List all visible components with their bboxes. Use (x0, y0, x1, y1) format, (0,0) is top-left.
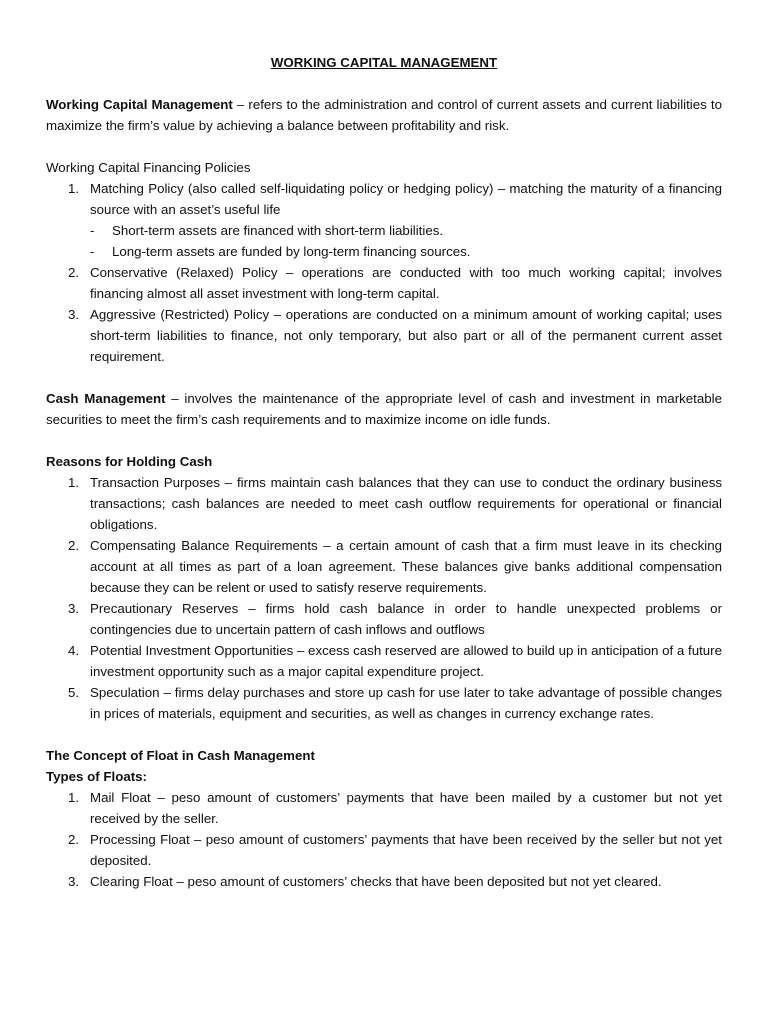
list-number: 1. (68, 181, 80, 196)
reason-item (46, 535, 722, 598)
reason-item (46, 598, 722, 640)
list-number: 3. (68, 874, 80, 889)
cash-text: – involves the maintenance of the appropriate level of cash and investment in marketable securities to meet the firm’s cash requirements and to maximize income on idle funds. (46, 391, 722, 427)
spacer (46, 724, 722, 745)
list-number: 2. (68, 265, 80, 280)
reason-item (46, 640, 722, 682)
sub-item (90, 220, 722, 241)
float-heading: The Concept of Float in Cash Management (46, 748, 315, 763)
spacer (46, 430, 722, 451)
policies-list (46, 178, 722, 367)
policy-item (46, 178, 722, 262)
policy-sub-list (90, 220, 722, 262)
reason-text: Precautionary Reserves – firms hold cash balance in order to handle unexpected problems or contingencies due to uncertain pattern of cash inflows and outflows (90, 601, 722, 637)
policy-text: Conservative (Relaxed) Policy – operations are conducted with too much working capital; involves financing almost all asset investment with long-term capital. (90, 265, 722, 301)
policy-text: Aggressive (Restricted) Policy – operations are conducted on a minimum amount of working capital; uses short-term liabilities to finance, not only temporary, but also part or all of the permanent current asset requirement. (90, 307, 722, 364)
list-number: 4. (68, 643, 80, 658)
dash-marker: - (90, 244, 95, 259)
wcm-text: – refers to the administration and control of current assets and current liabilities to maximize the firm’s value by achieving a balance between profitability and risk. (46, 97, 722, 133)
document-title: WORKING CAPITAL MANAGEMENT (270, 55, 498, 70)
wcm-term: Working Capital Management (46, 97, 233, 112)
list-number: 3. (68, 601, 80, 616)
reason-item (46, 682, 722, 724)
wcm-definition (46, 94, 722, 136)
reasons-heading: Reasons for Holding Cash (46, 454, 213, 469)
list-number: 2. (68, 832, 80, 847)
list-number: 5. (68, 685, 80, 700)
float-text: Mail Float – peso amount of customers’ payments that have been mailed by a customer but not yet received by the seller. (90, 790, 722, 826)
cash-term: Cash Management (46, 391, 166, 406)
sub-item-text: Short-term assets are financed with short-term liabilities. (112, 223, 444, 238)
list-number: 1. (68, 475, 80, 490)
float-item (46, 787, 722, 829)
spacer (46, 136, 722, 157)
float-item (46, 871, 722, 892)
float-text: Clearing Float – peso amount of customers’ checks that have been deposited but not yet cleared. (90, 874, 662, 889)
reason-text: Potential Investment Opportunities – excess cash reserved are allowed to build up in anticipation of a future investment opportunity such as a major capital expenditure project. (90, 643, 722, 679)
float-list (46, 787, 722, 892)
reasons-list (46, 472, 722, 724)
reason-text: Compensating Balance Requirements – a certain amount of cash that a firm must leave in its checking account at all times as part of a loan agreement. These balances give banks additional compensation because they can be relent or used to satisfy reserve requirements. (90, 538, 722, 595)
policy-item (46, 304, 722, 367)
reason-item (46, 472, 722, 535)
policy-text: Matching Policy (also called self-liquidating policy or hedging policy) – matching the maturity of a financing source with an asset’s useful life (90, 181, 722, 217)
policy-item (46, 262, 722, 304)
float-text: Processing Float – peso amount of customers’ payments that have been received by the seller but not yet deposited. (90, 832, 722, 868)
sub-item (90, 241, 722, 262)
spacer (46, 367, 722, 388)
float-item (46, 829, 722, 871)
dash-marker: - (90, 223, 95, 238)
reason-text: Transaction Purposes – firms maintain cash balances that they can use to conduct the ordinary business transactions; cash balances are needed to meet cash outflow requirements for operational or financial obligations. (90, 475, 722, 532)
list-number: 2. (68, 538, 80, 553)
cash-definition (46, 388, 722, 430)
sub-item-text: Long-term assets are funded by long-term financing sources. (112, 244, 471, 259)
policies-heading: Working Capital Financing Policies (46, 160, 251, 175)
float-types-heading: Types of Floats: (46, 769, 147, 784)
reason-text: Speculation – firms delay purchases and store up cash for use later to take advantage of possible changes in prices of materials, equipment and securities, as well as changes in currency exchange rates. (90, 685, 722, 721)
list-number: 3. (68, 307, 80, 322)
list-number: 1. (68, 790, 80, 805)
